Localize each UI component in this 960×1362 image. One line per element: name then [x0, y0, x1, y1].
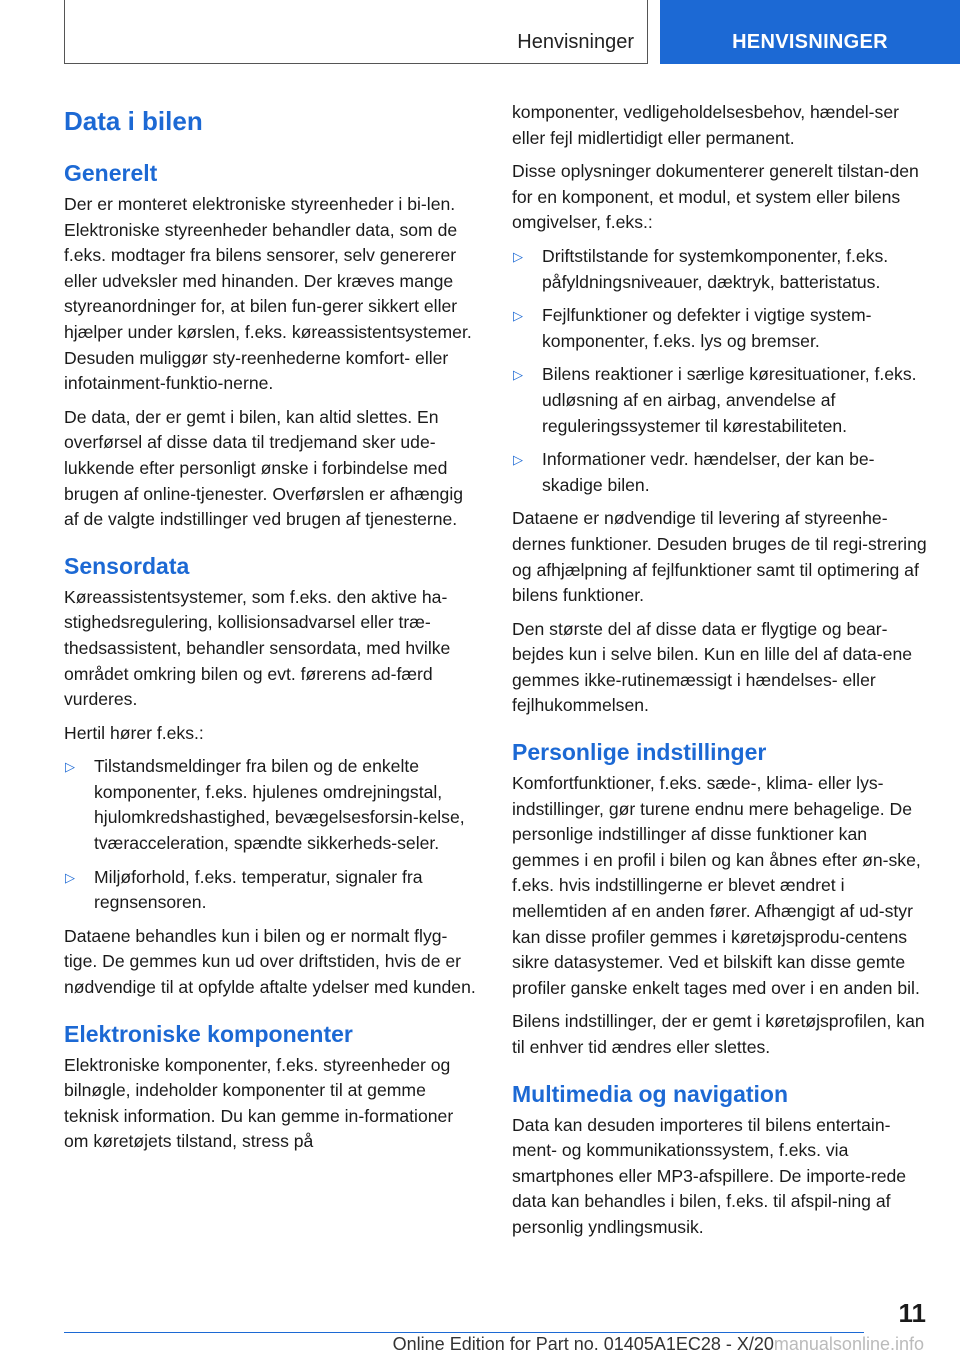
- heading-multimedia-navigation: Multimedia og navigation: [512, 1080, 789, 1107]
- paragraph: Komfortfunktioner, f.eks. sæde-, klima- eller lys-indstillinger, gør turene endnu mere behagelige. De personlige indstillinger af disse funktioner kan gemmes i en profil i bilen og kan åbnes efter øn-ske, f.eks. hvis indstillingerne er blevet ændret i mellemtiden af en anden fører. Afhængigt af ud-styr kan disse profiler gemmes i køretøjsprodu-centens sikre datasystemer. Ved et bilskift kan disse gemte profiler ganske enkelt tages med over i en anden bil.: [512, 773, 921, 998]
- paragraph: Bilens indstillinger, der er gemt i køretøjsprofilen, kan til enhver tid ændres eller slettes.: [512, 1011, 925, 1057]
- list-item: ▷ Miljøforhold, f.eks. temperatur, signaler fra regnsensoren.: [65, 866, 423, 913]
- triangle-bullet-icon: ▷: [513, 367, 523, 383]
- page-number: 11: [898, 1298, 926, 1328]
- heading-elektroniske-komponenter: Elektroniske komponenter: [64, 1020, 353, 1047]
- footer-edition-text: Online Edition for Part no. 01405A1EC28 - X/20: [392, 1334, 774, 1354]
- bullet-list-components: [512, 244, 928, 498]
- paragraph: De data, der er gemt i bilen, kan altid slettes. En overførsel af disse data til tredjemand sker ude-lukkende efter personligt ønske i forbindelse med brugen af online-tjenester. Overførslen er afhængig af de valgte indstillinger ved brugen af tjenesterne.: [64, 406, 464, 530]
- page-title: Data i bilen: [64, 106, 203, 136]
- header-chapter-tab[interactable]: HENVISNINGER: [660, 0, 960, 64]
- paragraph: Elektroniske komponenter, f.eks. styreenheder og bilnøgle, indeholder komponenter til at gemme teknisk information. Du kan gemme in-formationer om køretøjets tilstand, stress på: [64, 1054, 454, 1152]
- paragraph: Dataene behandles kun i bilen og er normalt flyg-tige. De gemmes kun ud over driftstiden, hvis de er nødvendige til at opfylde aftalte ydelser med kunden.: [64, 925, 476, 998]
- footer-divider: [64, 1332, 864, 1333]
- paragraph: Den største del af disse data er flygtige og bear-bejdes kun i selve bilen. Kun en lille del af data-ene gemmes ikke-rutinemæssigt i hændelses- eller fejlhukommelsen.: [512, 618, 913, 716]
- triangle-bullet-icon: ▷: [513, 452, 523, 468]
- heading-generelt: Generelt: [64, 160, 158, 186]
- right-column: [512, 100, 928, 1249]
- triangle-bullet-icon: ▷: [513, 308, 523, 324]
- list-item: ▷ Fejlfunktioner og defekter i vigtige system-komponenter, f.eks. lys og bremser.: [513, 305, 872, 351]
- triangle-bullet-icon: ▷: [65, 759, 75, 775]
- list-item: ▷ Bilens reaktioner i særlige køresituationer, f.eks. udløsning af en airbag, anvendelse af reguleringssystemer til kørestabiliteten.: [513, 364, 917, 436]
- footer: [0, 1334, 960, 1355]
- list-item: ▷ Informationer vedr. hændelser, der kan be-skadige bilen.: [513, 449, 875, 495]
- list-item: ▷ Driftstilstande for systemkomponenter, f.eks. påfyldningsniveauer, dæktryk, batteristatus.: [513, 245, 889, 292]
- footer-watermark: manualsonline.info: [773, 1334, 924, 1354]
- paragraph: Hertil hører f.eks.:: [64, 722, 204, 743]
- paragraph: komponenter, vedligeholdelsesbehov, hændel-ser eller fejl midlertidigt eller permanent.: [512, 102, 899, 148]
- paragraph: Disse oplysninger dokumenterer generelt tilstan-den for en komponent, et modul, et system eller bilens omgivelser, f.eks.:: [512, 161, 919, 233]
- bullet-list-sensordata: [64, 754, 476, 916]
- triangle-bullet-icon: ▷: [513, 248, 523, 264]
- list-item: ▷ Tilstandsmeldinger fra bilen og de enkelte komponenter, f.eks. hjulenes omdrejningstal, hjulomkredshastighed, bevægelsesforsin-kelse, tværacceleration, spændte sikkerheds-seler.: [65, 756, 465, 854]
- paragraph: Der er monteret elektroniske styreenheder i bi-len. Elektroniske styreenheder behandler data, som de f.eks. modtager fra bilens sensorer, selv genererer eller udveksler med hinanden. Der kræves mange styreanordninger for, at bilen fun-gerer sikkert eller hjælper under kørslen, f.eks. køreassistentsystemer. Desuden muliggør sty-reenhederne komfort- eller infotainment-funktio-nerne.: [64, 194, 472, 394]
- triangle-bullet-icon: ▷: [65, 869, 75, 885]
- heading-personlige-indstillinger: Personlige indstillinger: [512, 739, 767, 766]
- paragraph: Køreassistentsystemer, som f.eks. den aktive ha-stighedsregulering, kollisionsadvarsel eller træ-thedsassistent, behandler sensordata, med hvilke området omkring bilen og evt. førerens ad-færd vurderes.: [64, 586, 451, 710]
- paragraph: Dataene er nødvendige til levering af styreenhe-dernes funktioner. Desuden bruges de til regi-strering og afhjælpning af fejlfunktioner samt til optimering af bilens funktioner.: [512, 508, 927, 606]
- paragraph: Data kan desuden importeres til bilens entertain-ment- og kommunikationssystem, f.eks. via smartphones eller MP3-afspillere. De importe-rede data kan behandles i bilen, f.eks. til afspil-ning af personlig yndlingsmusik.: [512, 1114, 907, 1237]
- header-section-title: Henvisninger: [517, 31, 634, 53]
- left-column: [64, 100, 476, 1163]
- heading-sensordata: Sensordata: [64, 552, 190, 579]
